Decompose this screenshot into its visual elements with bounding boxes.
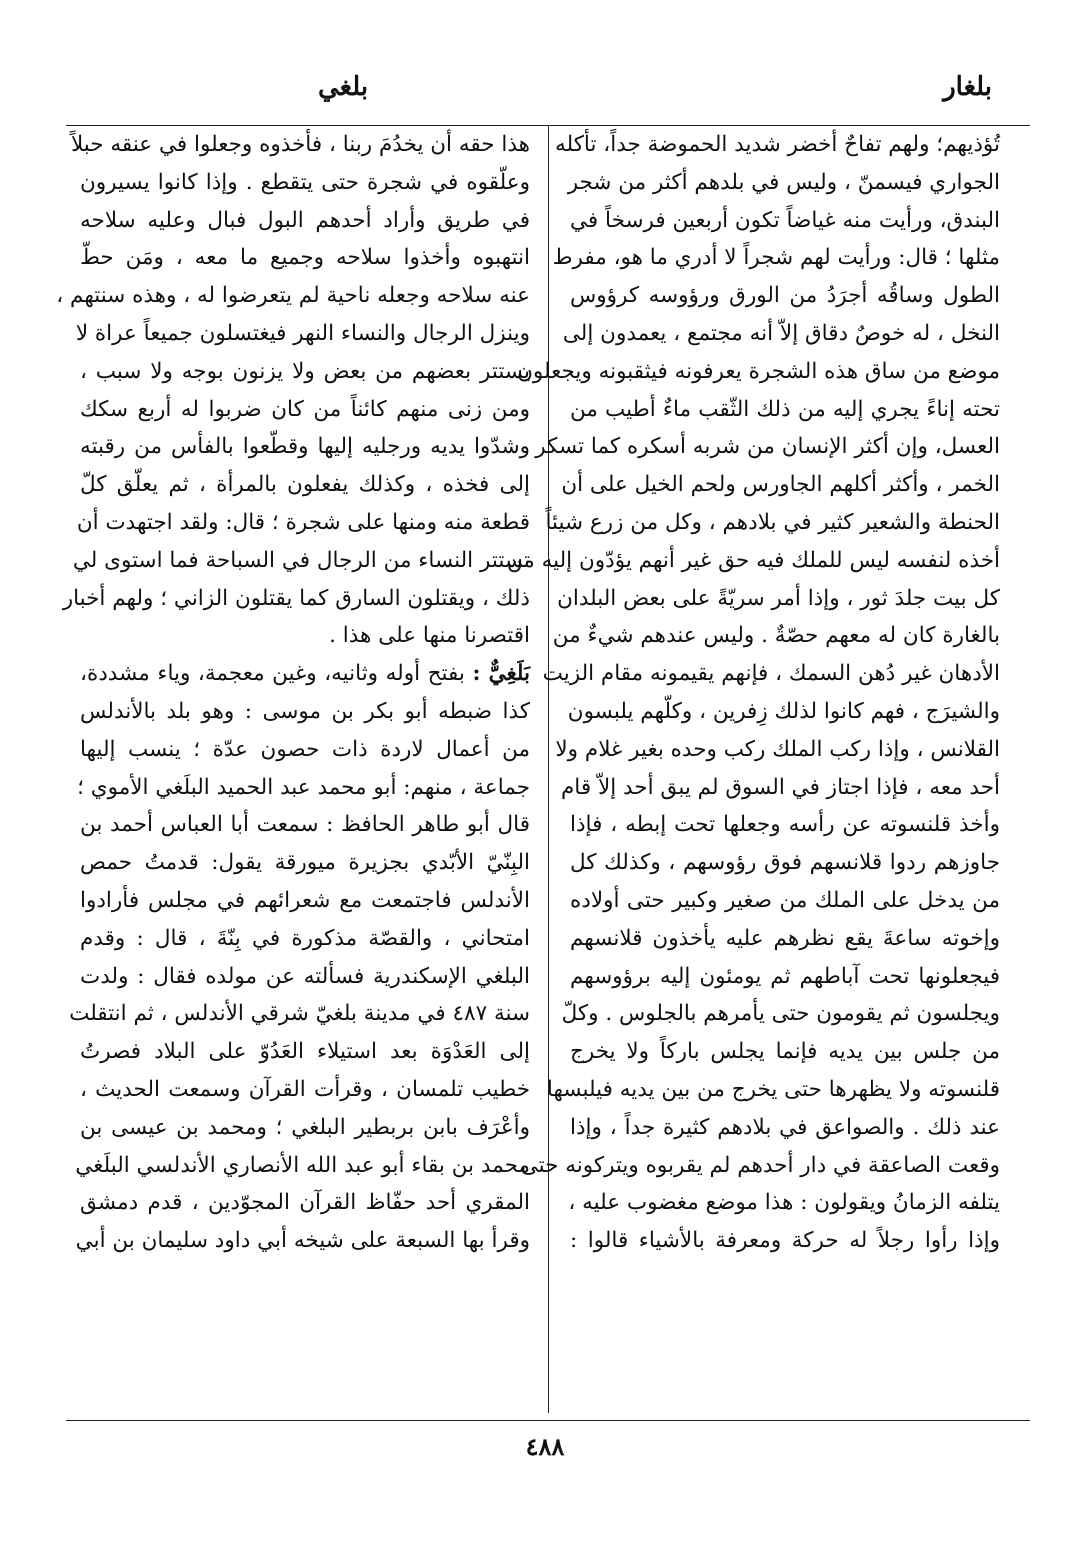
right-column xyxy=(506,126,1000,1411)
text-line: بالغارة كان له معهم حصّةٌ . وليس عندهم شيءٌ من xyxy=(552,623,1000,649)
text-line: خطيب تلمسان ، وقرأت القرآن وسمعت الحديث ، xyxy=(80,1076,530,1102)
text-line: عنه سلاحه وجعله ناحية لم يتعرضوا له ، وهذه سنتهم ، xyxy=(56,283,530,309)
text-line: في طريق وأراد أحدهم البول فبال وعليه سلاحه xyxy=(80,207,530,233)
text-line: سنة ٤٨٧ في مدينة بلغيّ شرقي الأندلس ، ثم انتقلت xyxy=(69,1001,530,1027)
left-column xyxy=(56,126,530,1411)
text-line: انتهبوه وأخذوا سلاحه وجميع ما معه ، ومَن حطّ xyxy=(80,245,530,271)
text-line: فيجعلونها تحت آباطهم ثم يومئون إليه برؤوسهم xyxy=(570,963,1000,989)
text-line: البلغي الإسكندرية فسألته عن مولده فقال : ولدت xyxy=(80,963,530,989)
text-line: موضع من ساق هذه الشجرة يعرفونه فيثقبونه ويجعلون xyxy=(517,358,1000,384)
text-line: النخل ، له خوصٌ دقاق إلاّ أنه مجتمع ، يعمدون إلى xyxy=(562,320,1000,346)
text-line: عند ذلك . والصواعق في بلادهم كثيرة جداً ، وإذا xyxy=(570,1114,1000,1140)
text-line: تُؤذيهم؛ ولهم تفاحٌ أخضر شديد الحموضة جداً، تأكله xyxy=(555,132,1000,157)
text-line: يستتر بعضهم من بعض ولا يزنون بوجه ولا سبب ، xyxy=(80,358,530,384)
text-line: ذلك ، ويقتلون السارق كما يقتلون الزاني ؛ ولهم أخبار xyxy=(62,585,530,611)
text-line: الأدهان غير دُهن السمك ، فإنهم يقيمونه مقام الزيت xyxy=(542,661,1000,687)
text-line: الخمر ، وأكثر أكلهم الجاورس ولحم الخيل على أن xyxy=(561,472,1000,498)
text-line: الحنطة والشعير كثير في بلادهم ، وكل من زرع شيئاً xyxy=(545,509,1000,535)
running-header-left: بلغي xyxy=(318,72,369,102)
text-line: يتلفه الزمانُ ويقولون : هذا موضع مغضوب عليه ، xyxy=(568,1190,1000,1216)
page-number: ٤٨٨ xyxy=(525,1432,565,1461)
text-line: تحته إناءً يجري إليه من ذلك الثّقب ماءٌ أطيب من xyxy=(570,396,1000,422)
text-line: محمد بن بقاء أبو عبد الله الأنصاري الأندلسي البلَغي xyxy=(75,1152,530,1178)
text-line: وإذا رأوا رجلاً له حركة ومعرفة بالأشياء قالوا : xyxy=(570,1228,1000,1254)
text-line: أحد معه ، فإذا اجتاز في السوق لم يبق أحد إلاّ قام xyxy=(560,774,1000,800)
text-line: العسل، وإن أكثر الإنسان من شربه أسكره كما تسكر xyxy=(535,434,1000,460)
text-line: أخذه لنفسه ليس للملك فيه حق غير أنهم يؤدّون إليه من xyxy=(506,547,1000,573)
text-line: امتحاني ، والقصّة مذكورة في بِنّةَ ، قال : وقدم xyxy=(80,925,530,951)
text-line: وشدّوا يديه ورجليه إليها وقطّعوا بالفأس من رقبته xyxy=(80,434,530,460)
entry-headword: بَلَغِيٌّ : xyxy=(472,661,530,687)
text-line: البِنّيّ الأبّدي بجزيرة ميورقة يقول: قدمتُ حمص xyxy=(80,850,530,876)
running-header-right: بلغار xyxy=(943,72,992,102)
text-line: وأخذ قلنسوته عن رأسه وجعلها تحت إبطه ، فإذا xyxy=(570,812,1000,838)
text-line: والشيرَج ، فهم كانوا لذلك زِفرين ، وكلّهم يلبسون xyxy=(567,698,1000,724)
text-line: وينزل الرجال والنساء النهر فيغتسلون جميعاً عراة لا xyxy=(75,320,530,346)
text-line: القلانس ، وإذا ركب الملك ركب وحده بغير غلام ولا xyxy=(555,736,1000,762)
text-line: الطول وساقُه أجرَدُ من الورق ورؤوسه كرؤوس xyxy=(570,283,1000,309)
text-line: وإخوته ساعةَ يقع نظرهم عليه يأخذون قلانسهم xyxy=(570,925,1000,951)
text-line: قلنسوته ولا يظهرها حتى يخرج من بين يديه فيلبسها xyxy=(546,1076,1000,1102)
text-line: جماعة ، منهم: أبو محمد عبد الحميد البلَغي الأموي ؛ xyxy=(77,774,530,800)
text-line: وقرأ بها السبعة على شيخه أبي داود سليمان بن أبي xyxy=(75,1228,530,1254)
text-line: وقعت الصاعقة في دار أحدهم لم يقربوه ويتركونه حتى xyxy=(520,1152,1000,1178)
text-line: البندق، ورأيت منه غياضاً تكون أربعين فرسخاً في xyxy=(570,207,1000,233)
bottom-rule xyxy=(66,1420,1030,1421)
text-line: تستتر النساء من الرجال في السباحة فما استوى لي xyxy=(72,547,530,573)
entry-first-line-text: بفتح أوله وثانيه، وغين معجمة، وياء مشددة، xyxy=(80,661,465,687)
text-line: جاوزهم ردوا قلانسهم فوق رؤوسهم ، وكذلك كل xyxy=(570,850,1000,876)
text-line: ويجلسون ثم يقومون حتى يأمرهم بالجلوس . وكلّ xyxy=(561,1001,1000,1027)
text-line: إلى فخذه ، وكذلك يفعلون بالمرأة ، ثم يعلّق كلّ xyxy=(80,472,530,498)
text-line: قطعة منه ومنها على شجرة ؛ قال: ولقد اجتهدت أن xyxy=(76,509,530,535)
text-line: إلى العَدْوَة بعد استيلاء العَدُوّ على البلاد فصرتُ xyxy=(80,1039,530,1065)
entry-first-line xyxy=(80,655,530,693)
text-line: الجواري فيسمنّ ، وليس في بلدهم أكثر من شجر xyxy=(567,169,1000,195)
text-line: هذا حقه أن يخدُمَ ربنا ، فأخذوه وجعلوا في عنقه حبلاً xyxy=(70,132,530,157)
text-line: كل بيت جلدَ ثور ، وإذا أمر سريّةً على بعض البلدان xyxy=(557,585,1000,611)
text-line: اقتصرنا منها على هذا . xyxy=(329,623,530,649)
text-line: مثلها ؛ قال: ورأيت لهم شجراً لا أدري ما هو، مفرط xyxy=(552,245,1000,271)
text-line: المقري أحد حفّاظ القرآن المجوّدين ، قدم دمشق xyxy=(80,1190,530,1216)
text-line: ومن زنى منهم كائناً من كان ضربوا له أربع سكك xyxy=(80,396,530,422)
text-line: كذا ضبطه أبو بكر بن موسى : وهو بلد بالأندلس xyxy=(80,698,530,724)
text-line: قال أبو طاهر الحافظ : سمعت أبا العباس أحمد بن xyxy=(80,812,530,838)
text-line: الأندلس فاجتمعت مع شعرائهم في مجلس فأرادوا xyxy=(80,887,530,913)
column-divider xyxy=(548,126,549,1413)
text-line: وأعْرَف بابن بربطير البلغي ؛ ومحمد بن عيسى بن xyxy=(80,1114,530,1140)
text-line: من جلس بين يديه فإنما يجلس باركاً ولا يخرج xyxy=(570,1039,1000,1065)
text-line: وعلّقوه في شجرة حتى يتقطع . وإذا كانوا يسيرون xyxy=(80,169,530,195)
text-line: من أعمال لاردة ذات حصون عدّة ؛ ينسب إليها xyxy=(80,736,530,762)
text-line: من يدخل على الملك من صغير وكبير حتى أولاده xyxy=(570,887,1000,913)
